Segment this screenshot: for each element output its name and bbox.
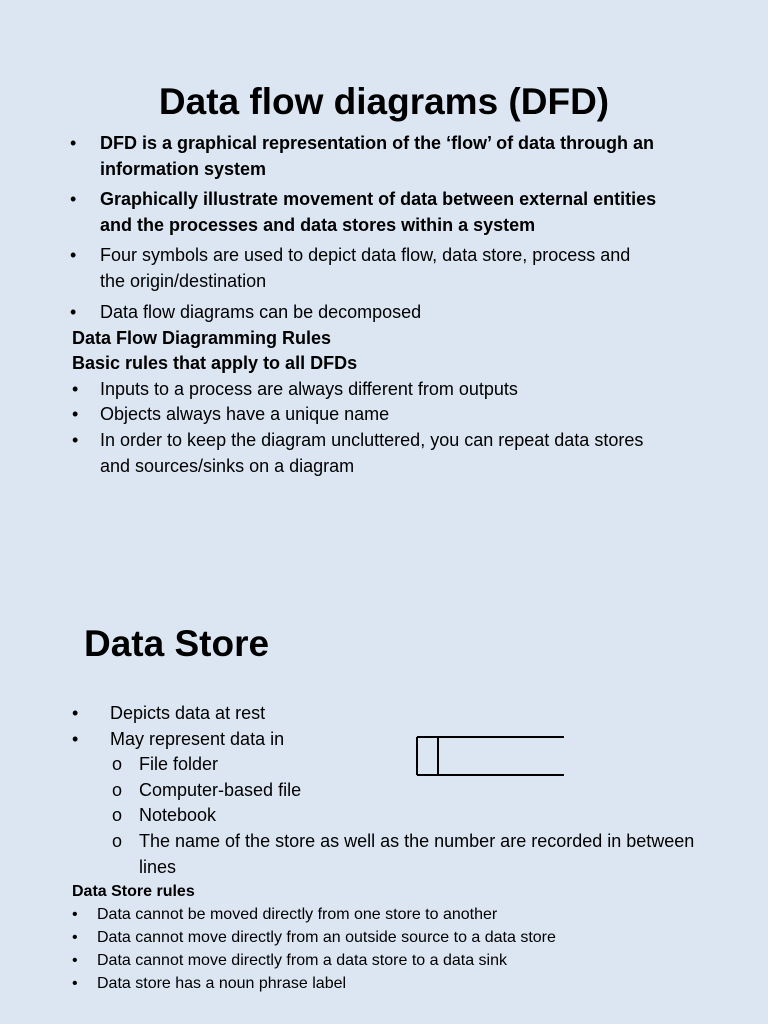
bullet-marker: •	[72, 379, 79, 399]
data-store-sub-4-line-1: The name of the store as well as the number are recorded in between	[139, 831, 695, 851]
dfd-bullet-2-line-1: Graphically illustrate movement of data between external entities	[100, 189, 657, 209]
dfd-rule-2: Objects always have a unique name	[100, 404, 390, 424]
dfd-bullet-1-line-2: information system	[100, 159, 267, 179]
bullet-marker: •	[72, 404, 79, 424]
slide-title-data-store: Data Store	[84, 623, 270, 664]
bullet-marker: •	[72, 430, 79, 450]
dfd-bullet-2-line-2: and the processes and data stores within a system	[100, 215, 536, 235]
bullet-marker: •	[70, 302, 77, 322]
bullet-marker: •	[70, 189, 77, 209]
dfd-bullet-1-line-1: DFD is a graphical representation of the ‘flow’ of data through an	[100, 133, 655, 153]
bullet-marker: •	[72, 975, 78, 992]
rules-heading: Data Flow Diagramming Rules	[72, 328, 332, 348]
data-store-sub-4-line-2: lines	[139, 857, 177, 877]
data-store-bullet-2: May represent data in	[110, 729, 285, 749]
slide-title-dfd: Data flow diagrams (DFD)	[158, 81, 610, 122]
data-store-bullet-1: Depicts data at rest	[110, 703, 266, 723]
sub-bullet-marker: o	[112, 831, 123, 851]
dfd-bullet-3-line-1: Four symbols are used to depict data flow, data store, process and	[100, 245, 631, 265]
data-store-rules-heading: Data Store rules	[72, 883, 195, 900]
rules-subheading: Basic rules that apply to all DFDs	[72, 353, 358, 373]
sub-bullet-marker: o	[112, 780, 123, 800]
sub-bullet-marker: o	[112, 805, 123, 825]
bullet-marker: •	[72, 906, 78, 923]
data-store-sub-1: File folder	[139, 754, 219, 774]
data-store-rule-1: Data cannot be moved directly from one store to another	[97, 906, 498, 923]
dfd-bullet-3-line-2: the origin/destination	[100, 271, 267, 291]
data-store-rule-4: Data store has a noun phrase label	[97, 975, 347, 992]
bullet-marker: •	[72, 929, 78, 946]
bullet-marker: •	[70, 245, 77, 265]
bullet-marker: •	[72, 952, 78, 969]
bullet-marker: •	[72, 703, 79, 723]
data-store-sub-2: Computer-based file	[139, 780, 302, 800]
bullet-marker: •	[72, 729, 79, 749]
data-store-rule-2: Data cannot move directly from an outside source to a data store	[97, 929, 556, 946]
data-store-rule-3: Data cannot move directly from a data store to a data sink	[97, 952, 507, 969]
dfd-bullet-4-line-1: Data flow diagrams can be decomposed	[100, 302, 422, 322]
dfd-rule-3-line-1: In order to keep the diagram uncluttered, you can repeat data stores	[100, 430, 644, 450]
data-store-symbol	[416, 736, 564, 776]
sub-bullet-marker: o	[112, 754, 123, 774]
data-store-sub-3: Notebook	[139, 805, 217, 825]
dfd-rule-3-line-2: and sources/sinks on a diagram	[100, 456, 355, 476]
bullet-marker: •	[70, 133, 77, 153]
dfd-rule-1: Inputs to a process are always different from outputs	[100, 379, 518, 399]
